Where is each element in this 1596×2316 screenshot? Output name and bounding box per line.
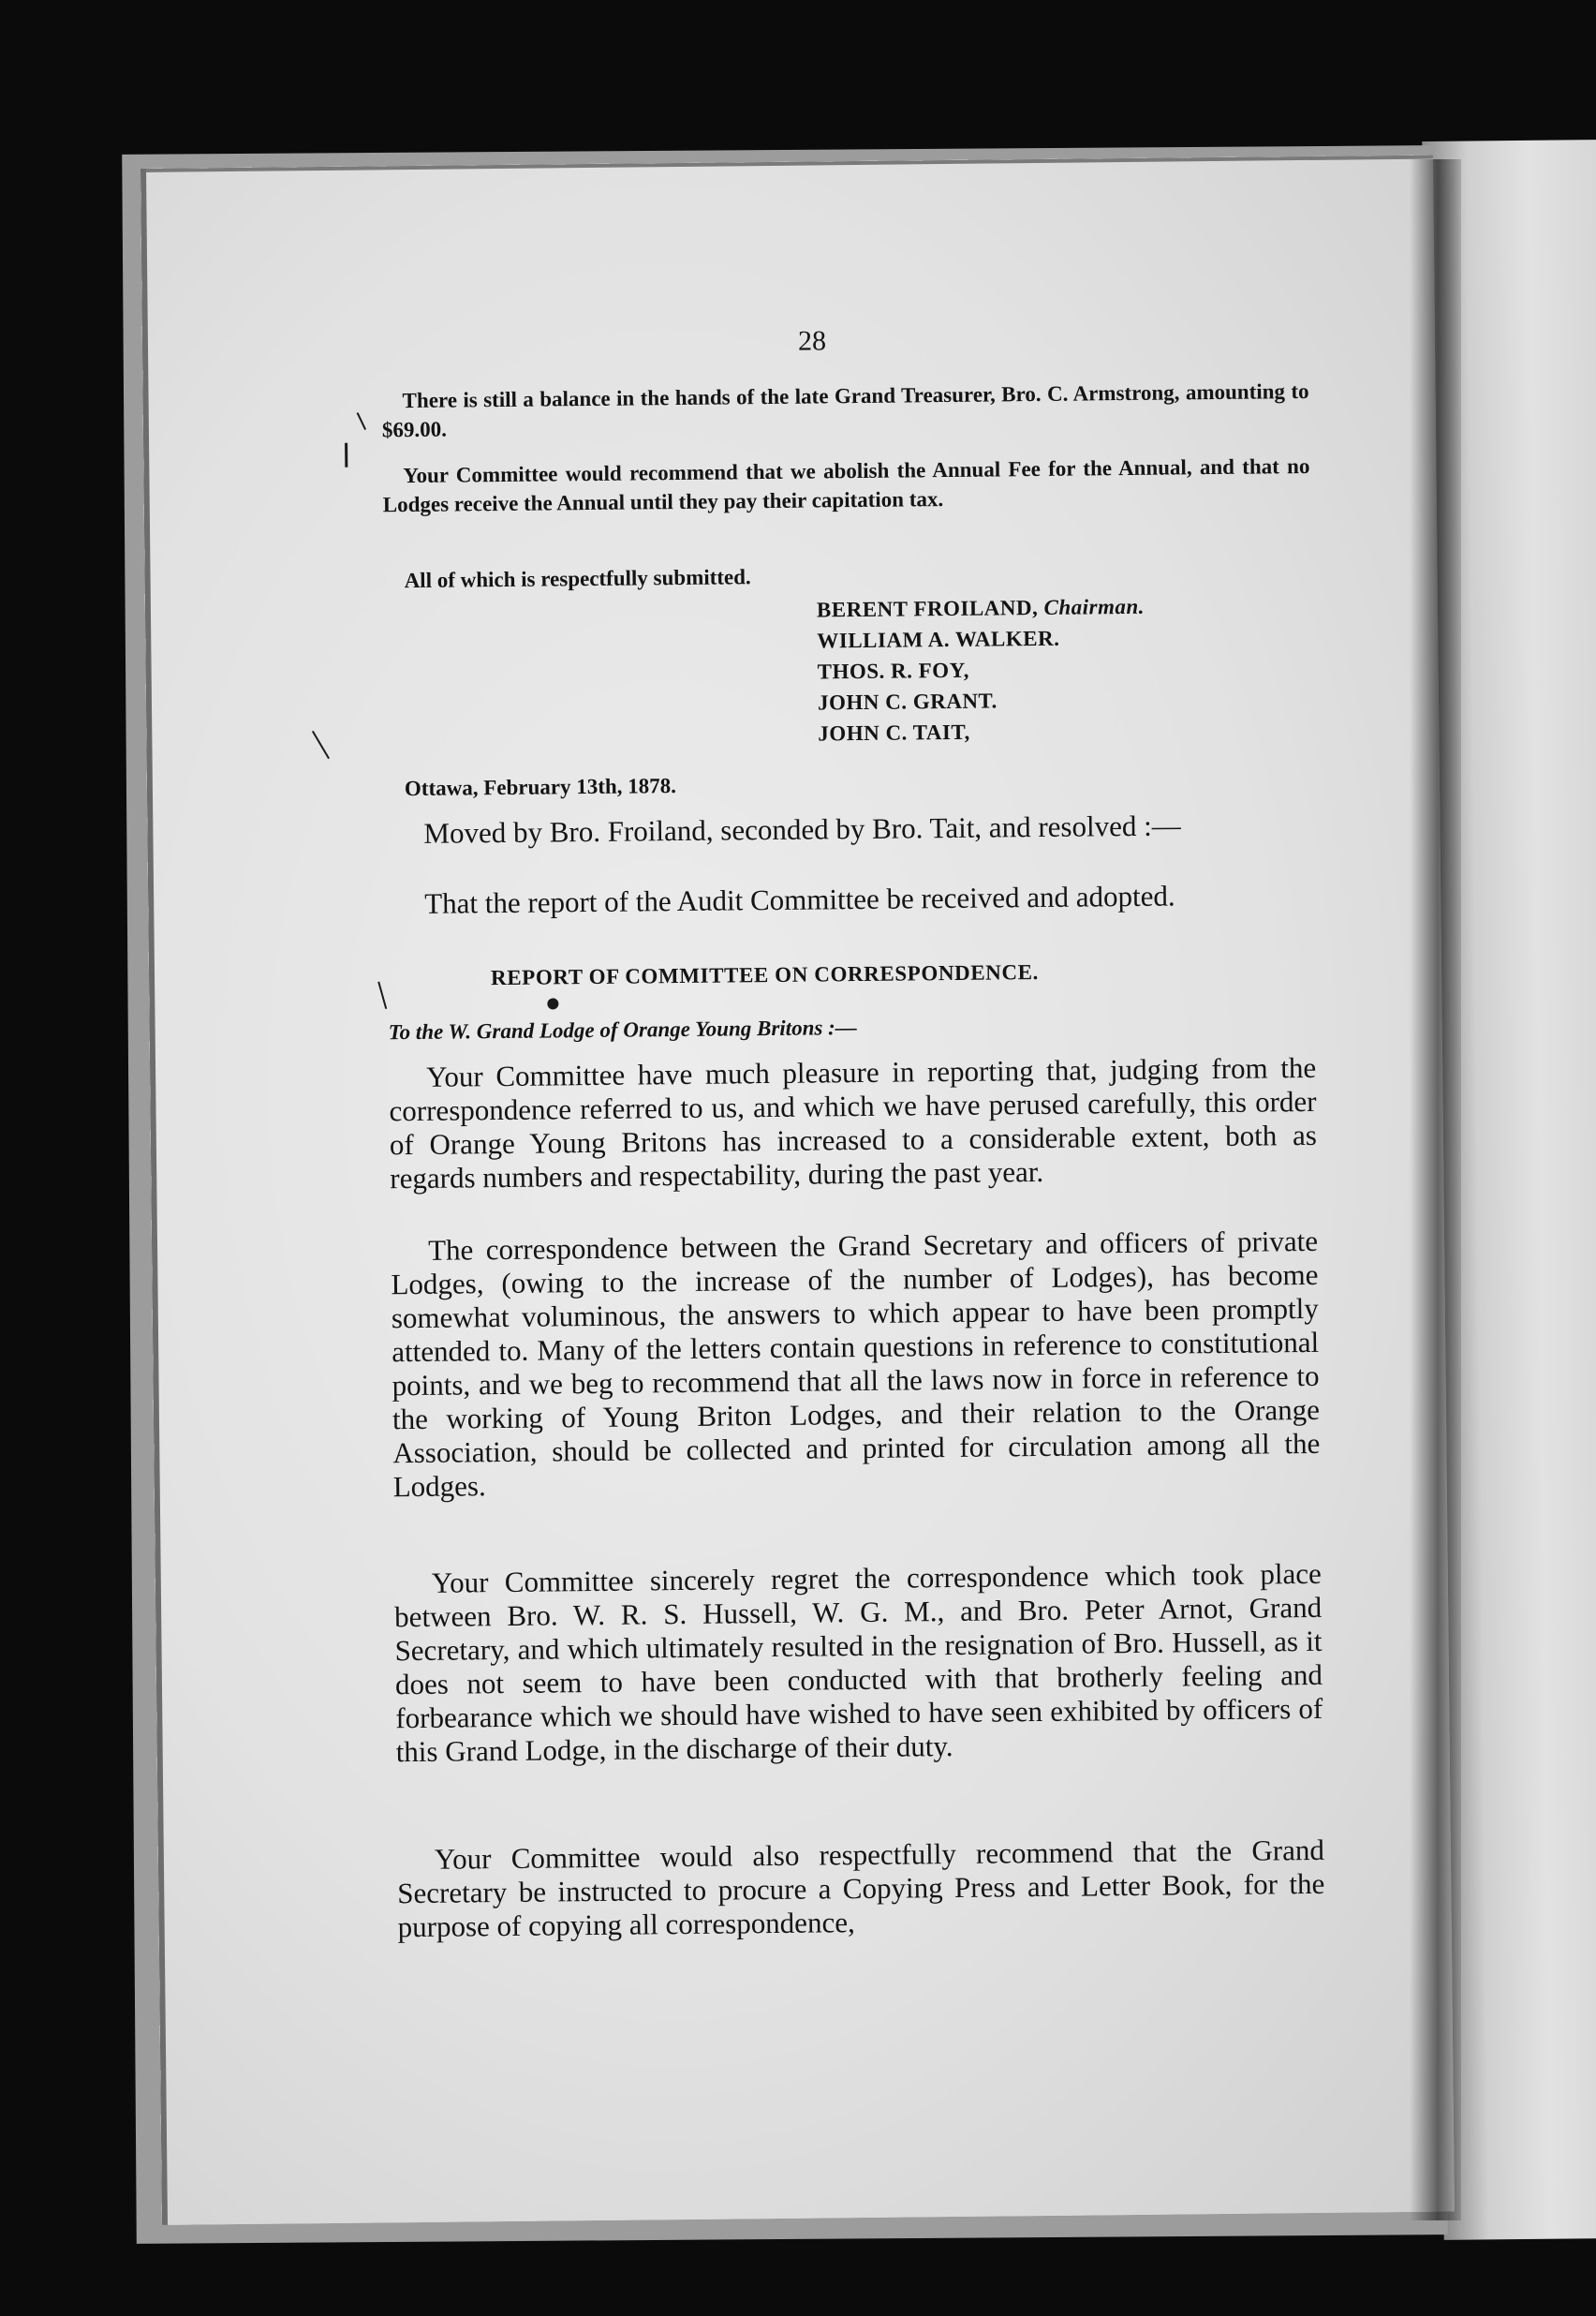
balance-paragraph: There is still a balance in the hands of the late Grand Treasurer, Bro. C. Armstrong, amounting to $69.00. <box>381 379 1309 442</box>
signatory: JOHN C. TAIT, <box>818 720 970 746</box>
margin-mark <box>357 412 366 430</box>
correspondence-paragraph: Your Committee sincerely regret the correspondence which took place between Bro. W. R. S. Hussell, W. G. M., and Bro. Peter Arnot, Grand Secretary, and which ultimately resulted in the resignation of Bro. Hussell, as it does not seem to have been conducted with that brotherly feeling and forbearance which we should have wished to have seen exhibited by officers of this Grand Lodge, in the discharge of their duty. <box>394 1556 1323 1769</box>
margin-mark <box>345 443 347 468</box>
page-number: 28 <box>797 325 827 357</box>
salutation: To the W. Grand Lodge of Orange Young Britons :— <box>388 1016 857 1045</box>
correspondence-paragraph: Your Committee would also respectfully recommend that the Grand Secretary be instructed to procure a Copying Press and Letter Book, for the purpose of copying all correspondence, <box>397 1833 1325 1944</box>
recommend-paragraph: Your Committee would recommend that we abolish the Annual Fee for the Annual, and that no Lodges receive the Annual until they pay their capitation tax. <box>382 453 1310 517</box>
signatory: THOS. R. FOY, <box>817 658 970 684</box>
ink-blot <box>547 998 558 1009</box>
signatory: JOHN C. GRANT. <box>817 689 998 715</box>
dateline: Ottawa, February 13th, 1878. <box>404 774 677 801</box>
resolution-paragraph: That the report of the Audit Committee be received and adopted. <box>424 879 1175 920</box>
submitted-line: All of which is respectfully submitted. <box>404 565 751 593</box>
correspondence-paragraph: The correspondence between the Grand Secretary and officers of private Lodges, (owing to the increase of the number of Lodges), has become somewhat voluminous, the answers to which appear to have been promptly attended to. Many of the letters contain questions in reference to constitutional points, and we beg to recommend that all the laws now in force in reference to the working of Young Briton Lodges, and their relation to the Orange Association, should be collected and printed for circulation among all the Lodges. <box>391 1224 1321 1504</box>
moved-paragraph: Moved by Bro. Froiland, seconded by Bro. Tait, and resolved :— <box>423 809 1181 850</box>
signatory: WILLIAM A. WALKER. <box>817 626 1060 653</box>
correspondence-paragraph: Your Committee have much pleasure in reporting that, judging from the correspondence referred to us, and which we have perused carefully, this order of Orange Young Britons has increased to a considerable extent, both as regards numbers and respectability, during the past year. <box>389 1050 1318 1195</box>
section-heading: REPORT OF COMMITTEE ON CORRESPONDENCE. <box>490 960 1040 990</box>
margin-mark <box>312 731 330 759</box>
signatory: BERENT FROILAND, Chairman. <box>816 594 1145 622</box>
gutter-shadow <box>1410 159 1461 2220</box>
margin-mark <box>377 982 387 1009</box>
signatory-title: Chairman. <box>1043 594 1145 619</box>
signature-block <box>817 591 1146 750</box>
book-page <box>140 156 1455 2225</box>
